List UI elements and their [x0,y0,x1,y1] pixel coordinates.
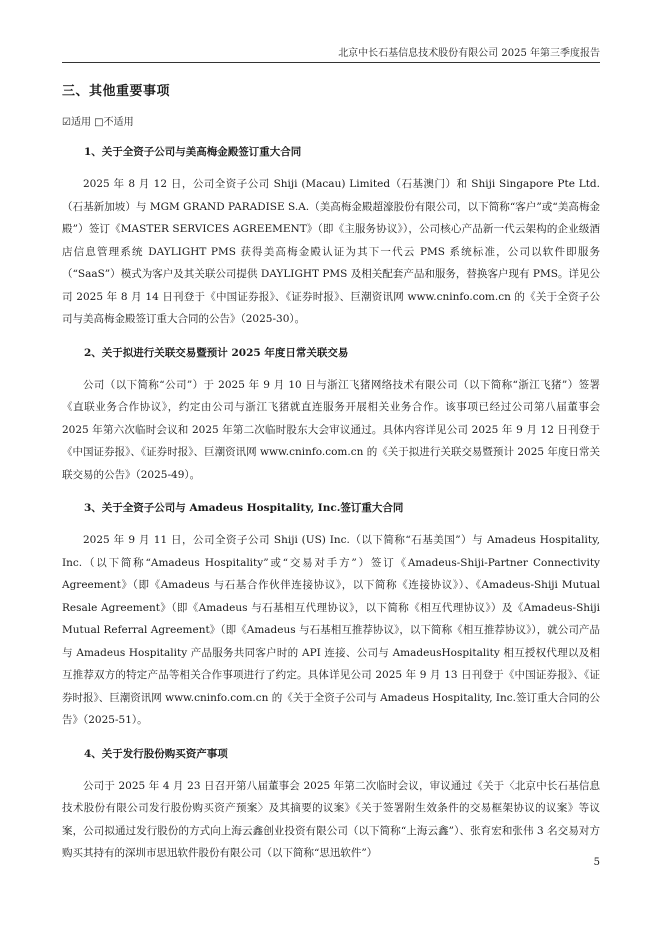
item-1-title: 1、关于全资子公司与美高梅金殿签订重大合同 [84,146,302,158]
page-number: 5 [593,857,600,868]
header-rule [62,62,600,63]
section-title: 三、其他重要事项 [62,84,171,99]
item-4-body: 公司于 2025 年 4 月 23 日召开第八届董事会 2025 年第二次临时会议，审议通过《关于〈北京中长石基信息技术股份有限公司发行股份购买资产预案〉及其摘要的议案》《关于签署附生效条件的交易框架协议的议案》等议案，公司拟通过发行股份的方式向上海云鑫创业投资有限公司（以下简称“上海云鑫”）、张育宏和张伟 3 名交易对方购买其持有的深圳市思迅软件股份有限公司（以下简称“思迅软件”） [62,779,600,859]
item-4-title: 4、关于发行股份购买资产事项 [84,747,228,760]
content [62,80,600,879]
item-3-body: 2025 年 9 月 11 日，公司全资子公司 Shiji (US) Inc.（以下简称“石基美国”）与 Amadeus Hospitality, Inc.（以下简称“Amadeus Hospitality”或“交易对手方”）签订《Amadeus-Shiji-Partner Connectivity Agreement》（即《Amadeus 与石基合作伙伴连接协议》，以下简称《连接协议》）、《Amadeus-Shiji Mutual Resale Agreement》（即《Amadeus 与石基相互代理协议》，以下简称《相互代理协议》）及《Amadeus-Shiji Mutual Referral Agreement》（即《Amadeus 与石基相互推荐协议》，以下简称《相互推荐协议》），就公司产品与 Amadeus Hospitality 产品服务共同客户时的 API 连接、公司与 AmadeusHospitality 相互授权代理以及相互推荐双方的特定产品等相关合作事项进行了约定。具体详见公司 2025 年 9 月 13 日刊登于《中国证券报》、《证券时报》、巨潮资讯网 www.cninfo.com.cn 的《关于全资子公司与 Amadeus Hospitality, Inc.签订重大合同的公告》（2025-51）。 [62,534,601,726]
item-1-body: 2025 年 8 月 12 日，公司全资子公司 Shiji (Macau) Limited（石基澳门）和 Shiji Singapore Pte Ltd.（石基新加坡）与 MGM GRAND PARADISE S.A.（美高梅金殿超濠股份有限公司，以下简称“客户”或“美高梅金殿”）签订《MASTER SERVICES AGREEMENT》（即《主服务协议》），公司核心产品新一代云架构的企业级酒店信息管理系统 DAYLIGHT PMS 获得美高梅金殿认证为其下一代云 PMS 系统标准，公司以软件即服务（“SaaS”）模式为客户及其关联公司提供 DAYLIGHT PMS 及相关配套产品和服务，替换客户现有 PMS。详见公司 2025 年 8 月 14 日刊登于《中国证券报》、《证券时报》、巨潮资讯网 www.cninfo.com.cn 的《关于全资子公司与美高梅金殿签订重大合同的公告》（2025-30）。 [62,178,600,325]
page-header: 北京中长石基信息技术股份有限公司 2025 年第三季度报告 [338,48,600,59]
item-3-title: 3、关于全资子公司与 Amadeus Hospitality, Inc.签订重大合同 [84,502,404,514]
item-2-title: 2、关于拟进行关联交易暨预计 2025 年度日常关联交易 [84,346,349,359]
item-2-body: 公司（以下简称“公司”）于 2025 年 9 月 10 日与浙江飞猪网络技术有限公司（以下简称“浙江飞猪”）签署《直联业务合作协议》，约定由公司与浙江飞猪就直连服务开展相关业务合作。该事项已经过公司第八届董事会 2025 年第六次临时会议和 2025 年第二次临时股东大会审议通过。具体内容详见公司 2025 年 9 月 12 日刊登于《中国证券报》、《证券时报》、巨潮资讯网 www.cninfo.com.cn 的《关于拟进行关联交易暨预计 2025 年度日常关联交易的公告》（2025-49）。 [62,378,600,481]
applicable-checkbox-line: ☑适用 □不适用 [62,117,134,128]
